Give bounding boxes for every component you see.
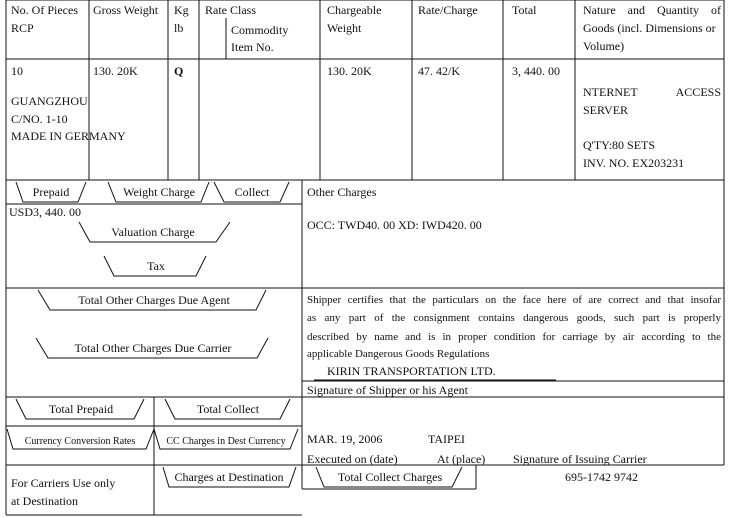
shipper-signature-label: Signature of Shipper or his Agent [307,383,468,397]
rate-value: 47. 42/K [418,64,460,78]
collect-label: Collect [234,185,270,199]
charges-destination-label: Charges at Destination [174,470,284,484]
nature-word: and [627,3,645,17]
goods-invoice: INV. NO. EX203231 [583,156,685,170]
gross-weight-header: Gross Weight [93,3,159,17]
shipper-name: KIRIN TRANSPORTATION LTD. [327,364,496,378]
currency-rates-label: Currency Conversion Rates [24,436,136,447]
marks-line: C/NO. 1-10 [11,112,68,126]
awb-number: 695-1742 9742 [565,470,638,484]
total-collect-label: Total Collect [196,402,260,416]
goods-word: ACCESS [675,85,721,99]
cc-charges-label: CC Charges in Dest Currency [166,436,286,447]
goods-line2: SERVER [583,103,629,117]
nature-word: of [710,3,721,17]
executed-date: MAR. 19, 2006 [307,432,383,446]
valuation-charge-label: Valuation Charge [111,225,195,239]
carriers-use-line2: at Destination [11,494,78,508]
total-collect-charges-label: Total Collect Charges [337,470,443,484]
carriers-use-line1: For Carriers Use only [11,476,116,490]
goods-line1 [583,85,721,100]
weight-charge-value: USD3, 440. 00 [9,205,82,219]
certify-line2: as any part of the consignment contains dangerous goods, such part is properly [307,312,721,324]
nature-word: Nature [583,3,616,17]
rate-charge-header: Rate/Charge [418,3,478,17]
certify-line1: Shipper certifies that the particulars on the face here of are correct and that insofar [307,294,721,306]
total-prepaid-label: Total Prepaid [48,402,114,416]
chargeable-value: 130. 20K [327,64,372,78]
lb-header: lb [174,21,184,35]
certify-line4: applicable Dangerous Goods Regulations [307,348,490,360]
unit-value: Q [174,64,184,78]
chargeable-header: Chargeable [327,3,382,17]
pieces-header: No. Of Pieces [11,3,78,17]
rate-class-header: Rate Class [205,3,256,17]
nature-header-line3: Volume) [583,39,625,53]
marks-line: MADE IN GERMANY [11,129,126,143]
nature-header-line1 [583,3,721,18]
rcp-header: RCP [11,21,34,35]
chargeable-weight-header: Weight [327,21,362,35]
pieces-value: 10 [11,64,23,78]
tax-label: Tax [147,259,165,273]
gross-weight-value: 130. 20K [93,64,138,78]
certify-line3: described by name and is in proper condition for carriage by air according to the [307,331,721,343]
other-charges-label: Other Charges [307,185,377,199]
goods-word: NTERNET [583,85,638,99]
prepaid-label: Prepaid [32,185,70,199]
carrier-signature-label: Signature of Issuing Carrier [513,452,647,466]
marks-line: GUANGZHOU [11,94,88,108]
commodity-header: Commodity [231,23,289,37]
other-due-carrier-label: Total Other Charges Due Carrier [74,341,232,355]
nature-header-line2: Goods (incl. Dimensions or [583,21,716,35]
goods-qty: Q'TY:80 SETS [583,138,656,152]
other-due-agent-label: Total Other Charges Due Agent [78,293,230,307]
executed-on-label: Executed on (date) [307,452,398,466]
at-place-label: At (place) [437,452,486,466]
executed-place: TAIPEI [428,432,466,446]
item-no-header: Item No. [231,40,274,54]
total-value: 3, 440. 00 [512,64,560,78]
nature-word: Quantity [656,3,699,17]
total-header: Total [512,3,537,17]
weight-charge-label: Weight Charge [123,185,195,199]
kg-header: Kg [174,3,189,17]
other-charges-value: OCC: TWD40. 00 XD: IWD420. 00 [307,218,482,232]
